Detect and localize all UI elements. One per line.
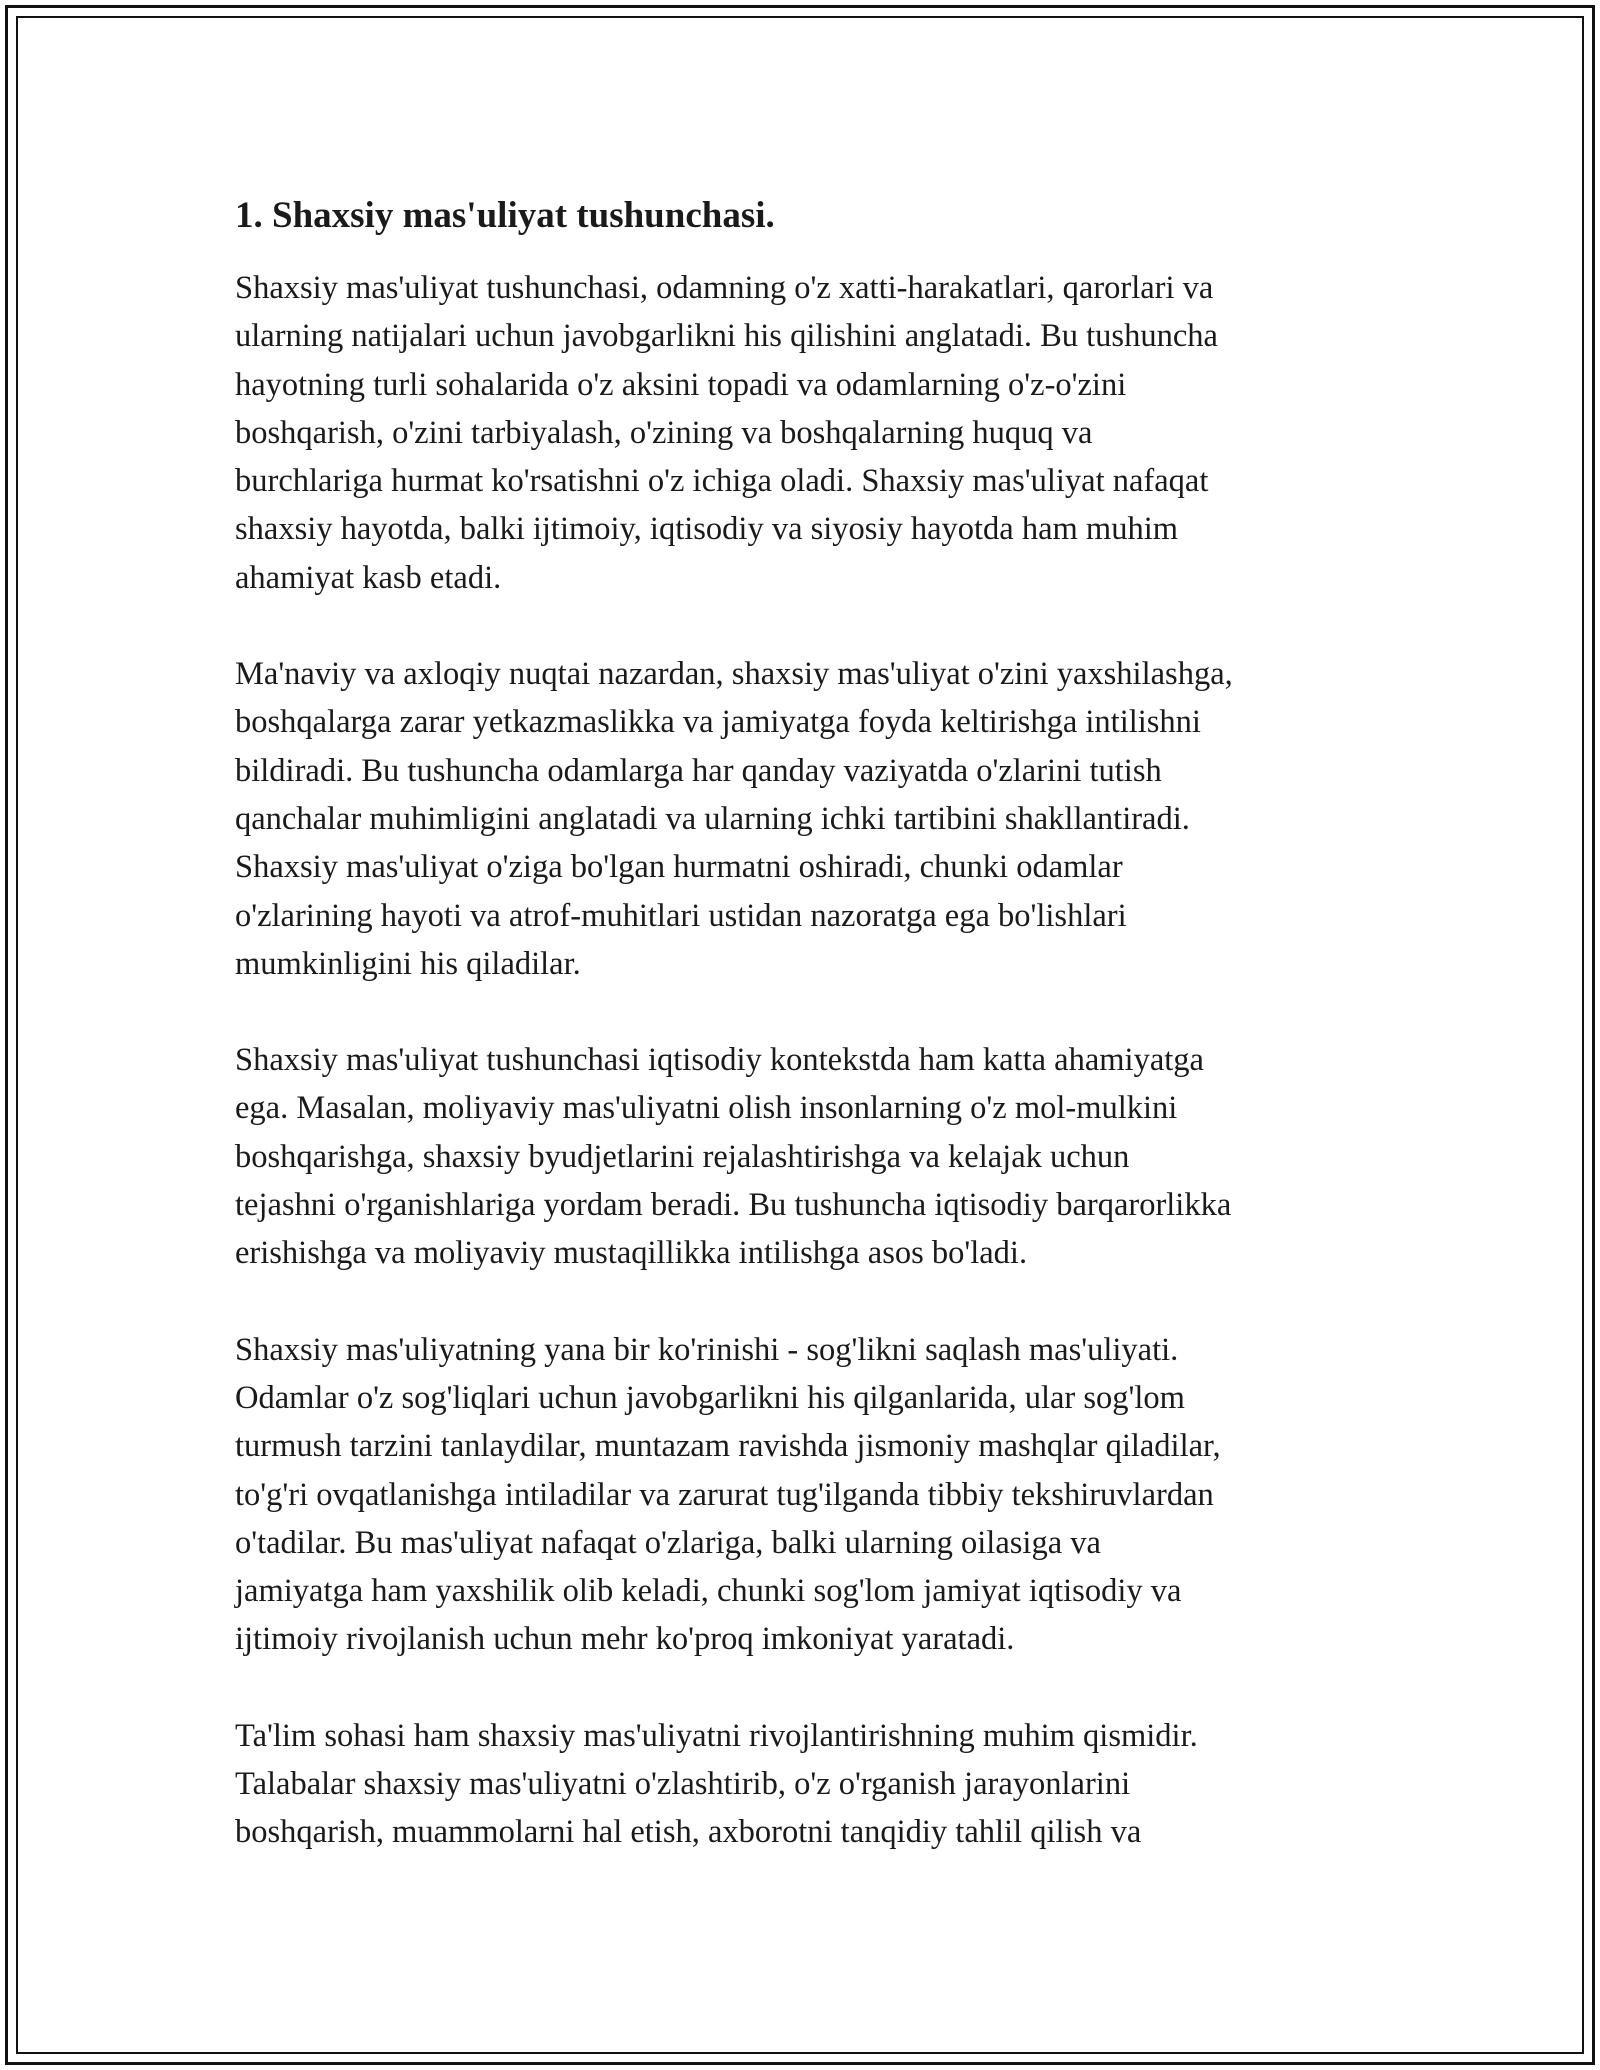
paragraph-3: Shaxsiy mas'uliyat tushunchasi iqtisodiy kontekstda ham katta ahamiyatga ega. Masalan, moliyaviy mas'uliyatni olish insonlarning o'z mol-mulkini boshqarishga, shaxsiy byudjetlarini rejalashtirishga va kelajak uchun tejashni o'rganishlariga yordam beradi. Bu tushuncha iqtisodiy barqarorlikka erishishga va moliyaviy mustaqillikka intilishga asos bo'ladi. — [235, 1042, 1232, 1272]
paragraph-2: Ma'naviy va axloqiy nuqtai nazardan, shaxsiy mas'uliyat o'zini yaxshilashga, boshqalarga zarar yetkazmaslikka va jamiyatga foyda keltirishga intilishni bildiradi. Bu tushuncha odamlarga har qanday vaziyatda o'zlarini tutish qanchalar muhimligini anglatadi va ularning ichki tartibini shakllantiradi. Shaxsiy mas'uliyat o'ziga bo'lgan hurmatni oshiradi, chunki odamlar o'zlarining hayoti va atrof-muhitlari ustidan nazoratga ega bo'lishlari mumkinligini his qiladilar. — [235, 656, 1233, 982]
paragraph-5: Ta'lim sohasi ham shaxsiy mas'uliyatni rivojlantirishning muhim qismidir. Talabalar shaxsiy mas'uliyatni o'zlashtirib, o'z o'rganish jarayonlarini boshqarish, muammolarni hal etish, axborotni tanqidiy tahlil qilish va — [235, 1717, 1198, 1851]
document-body — [235, 190, 1375, 1905]
paragraph-1: Shaxsiy mas'uliyat tushunchasi, odamning o'z xatti-harakatlari, qarorlari va ularning natijalari uchun javobgarlikni his qilishini anglatadi. Bu tushuncha hayotning turli sohalarida o'z aksini topadi va odamlarning o'z-o'zini boshqarish, o'zini tarbiyalash, o'zining va boshqalarning huquq va burchlariga hurmat ko'rsatishni o'z ichiga oladi. Shaxsiy mas'uliyat nafaqat shaxsiy hayotda, balki ijtimoiy, iqtisodiy va siyosiy hayotda ham muhim ahamiyat kasb etadi. — [235, 270, 1218, 596]
section-heading: 1. Shaxsiy mas'uliyat tushunchasi. — [235, 195, 775, 236]
paragraph-4: Shaxsiy mas'uliyatning yana bir ko'rinishi - sog'likni saqlash mas'uliyati. Odamlar o'z sog'liqlari uchun javobgarlikni his qilganlarida, ular sog'lom turmush tarzini tanlaydilar, muntazam ravishda jismoniy mashqlar qiladilar, to'g'ri ovqatlanishga intiladilar va zarurat tug'ilganda tibbiy tekshiruvlardan o'tadilar. Bu mas'uliyat nafaqat o'zlariga, balki ularning oilasiga va jamiyatga ham yaxshilik olib keladi, chunki sog'lom jamiyat iqtisodiy va ijtimoiy rivojlanish uchun mehr ko'proq imkoniyat yaratadi. — [235, 1331, 1221, 1658]
